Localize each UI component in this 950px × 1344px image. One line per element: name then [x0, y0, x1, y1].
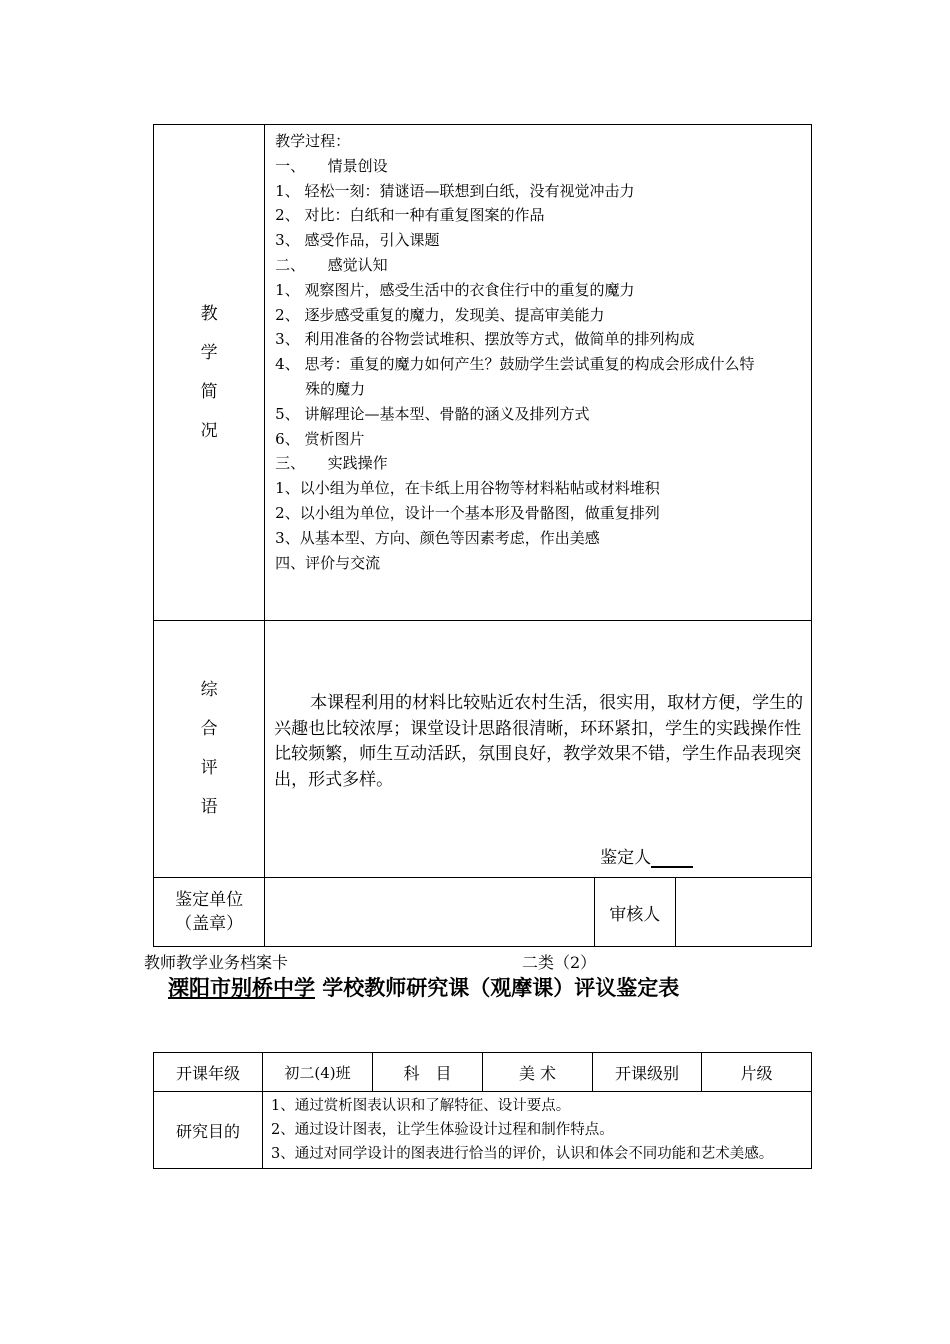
purpose-cell — [263, 1092, 812, 1169]
reviewer-value — [675, 878, 811, 947]
process-line: 四、评价与交流 — [275, 553, 381, 572]
page-title — [168, 972, 679, 1002]
teaching-process-list — [275, 129, 803, 575]
process-line: 1、以小组为单位，在卡纸上用谷物等材料粘帖或材料堆积 — [275, 479, 660, 498]
overall-comment-label — [154, 621, 265, 878]
signature-line — [651, 850, 693, 868]
purpose-item: 1、通过赏析图表认识和了解特征、设计要点。 — [271, 1098, 571, 1114]
category-label: 二类（2） — [522, 953, 597, 972]
course-info-table — [153, 1052, 812, 1169]
process-line: 5、 讲解理论—基本型、骨骼的涵义及排列方式 — [275, 404, 590, 423]
process-line: 一、 情景创设 — [275, 156, 388, 175]
process-line: 2、 对比：白纸和一种有重复图案的作品 — [275, 206, 545, 225]
unit-label-line: （盖章） — [175, 914, 244, 934]
level-value: 片级 — [702, 1053, 812, 1092]
subject-label: 科 目 — [373, 1053, 483, 1092]
process-line: 3、从基本型、方向、颜色等因素考虑，作出美感 — [275, 528, 600, 547]
teaching-summary-label — [154, 125, 265, 621]
appraising-unit-label — [154, 878, 265, 947]
appraiser-label: 鉴定人 — [600, 848, 652, 868]
label-char: 教 — [200, 303, 218, 324]
level-label: 开课级别 — [593, 1053, 702, 1092]
grade-label: 开课年级 — [154, 1053, 263, 1092]
process-line: 2、以小组为单位，设计一个基本形及骨骼图，做重复排列 — [275, 503, 660, 522]
process-line: 教学过程： — [275, 132, 351, 150]
label-char: 学 — [200, 342, 218, 363]
process-line: 3、 感受作品，引入课题 — [275, 231, 440, 250]
label-char: 况 — [200, 420, 218, 441]
process-line: 4、 思考：重复的魔力如何产生？鼓励学生尝试重复的构成会形成什么特 — [275, 355, 755, 374]
reviewer-label: 审核人 — [594, 878, 675, 947]
label-char: 合 — [200, 719, 218, 739]
process-line: 1、 轻松一刻：猜谜语—联想到白纸，没有视觉冲击力 — [275, 181, 635, 200]
process-line: 二、 感觉认知 — [275, 255, 388, 274]
process-line: 2、 逐步感受重复的魔力，发现美、提高审美能力 — [275, 305, 605, 324]
overall-comment-cell — [265, 621, 812, 878]
card-label: 教师教学业务档案卡 — [144, 953, 289, 972]
label-char: 语 — [200, 797, 218, 817]
title-rest: 学校教师研究课（观摩课）评议鉴定表 — [315, 975, 680, 1000]
school-name: 溧阳市别桥中学 — [168, 975, 315, 1000]
appraising-unit-value — [265, 878, 595, 947]
label-char: 综 — [200, 680, 218, 700]
process-line: 三、 实践操作 — [275, 454, 388, 473]
process-line: 3、 利用准备的谷物尝试堆积、摆放等方式，做简单的排列构成 — [275, 330, 695, 349]
overall-comment-text: 本课程利用的材料比较贴近农村生活，很实用，取材方便，学生的兴趣也比较浓厚；课堂设计思路很清晰，环环紧扣，学生的实践操作性比较频繁，师生互动活跃，氛围良好，教学效果不错，学生作品表现突出，形式多样。 — [274, 693, 804, 790]
purpose-item: 3、通过对同学设计的图表进行恰当的评价，认识和体会不同功能和艺术美感。 — [271, 1146, 774, 1162]
grade-value: 初二(4)班 — [263, 1053, 373, 1092]
label-char: 简 — [200, 381, 218, 402]
subject-value: 美 术 — [483, 1053, 593, 1092]
appraiser-signature — [600, 843, 693, 868]
process-line: 殊的魔力 — [305, 379, 366, 398]
unit-label-line: 鉴定单位 — [175, 890, 244, 910]
evaluation-table — [153, 124, 812, 947]
process-line: 6、 赏析图片 — [275, 429, 365, 448]
purpose-label: 研究目的 — [154, 1092, 263, 1169]
purpose-item: 2、通过设计图表，让学生体验设计过程和制作特点。 — [271, 1122, 614, 1138]
teaching-process-cell — [265, 125, 812, 621]
process-line: 1、 观察图片，感受生活中的衣食住行中的重复的魔力 — [275, 280, 635, 299]
label-char: 评 — [200, 758, 218, 778]
